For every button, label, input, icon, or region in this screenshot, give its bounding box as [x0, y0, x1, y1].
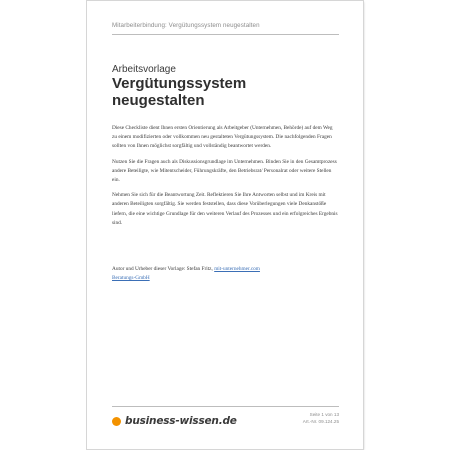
document-title [112, 75, 342, 109]
page-info [303, 411, 339, 425]
document-page [87, 1, 363, 449]
header-title: Mitarbeiterbindung: Vergütungssystem neugestalten [112, 22, 260, 29]
business-wissen-logo [112, 415, 237, 427]
document-title-line-2: neugestalten [112, 92, 205, 109]
paragraph-intro: Diese Checkliste dient Ihnen ersten Orientierung als Arbeitgeber (Unternehmen, Behörde) auf dem Weg zu einem modifizierten oder vollkommen neu gestalteten Vergütungssystem. Die nachfolgenden Fragen sollten von Ihnen möglichst sorgfältig und vollständig beantwortet werden. [112, 125, 333, 150]
paragraph-reflection: Nehmen Sie sich für die Beantwortung Zeit. Reflektieren Sie Ihre Antworten selbst und im Kreis mit anderen Beteiligten sorgfältig. Sie werden feststellen, dass diese Vorüberlegungen viele Denkanstöße liefern, die eine wichtige Grundlage für den weiteren Verlauf des Prozesses und ein erfolgreiches Ergebnis sind. [112, 192, 338, 226]
logo-text: business-wissen.de [125, 415, 237, 427]
article-number: Art.-Nr. 09.124.25 [302, 419, 339, 424]
page-number: Seite 1 von 13 [309, 412, 339, 417]
footer-divider [112, 406, 339, 407]
header-divider [112, 34, 339, 35]
document-body [112, 124, 338, 234]
author-prefix: Autor und Urheber dieser Vorlage: Stefan Fritz, [112, 266, 215, 272]
author-link-company[interactable]: Beratungs-GmbH [112, 275, 150, 282]
orange-dot-icon [112, 417, 121, 426]
document-subtitle: Arbeitsvorlage [112, 64, 176, 75]
author-credit [112, 265, 338, 283]
document-title-line-1: Vergütungssystem [112, 75, 247, 92]
paragraph-discussion: Nutzen Sie die Fragen auch als Diskussionsgrundlage im Unternehmen. Binden Sie in den Gesamtprozess andere Beteiligte, wie Mitentscheider, Führungskräfte, den Betriebsrat/ Personalrat oder weitere Stellen ein. [112, 158, 337, 184]
author-link[interactable]: mit-unternehmer.com [214, 266, 260, 272]
